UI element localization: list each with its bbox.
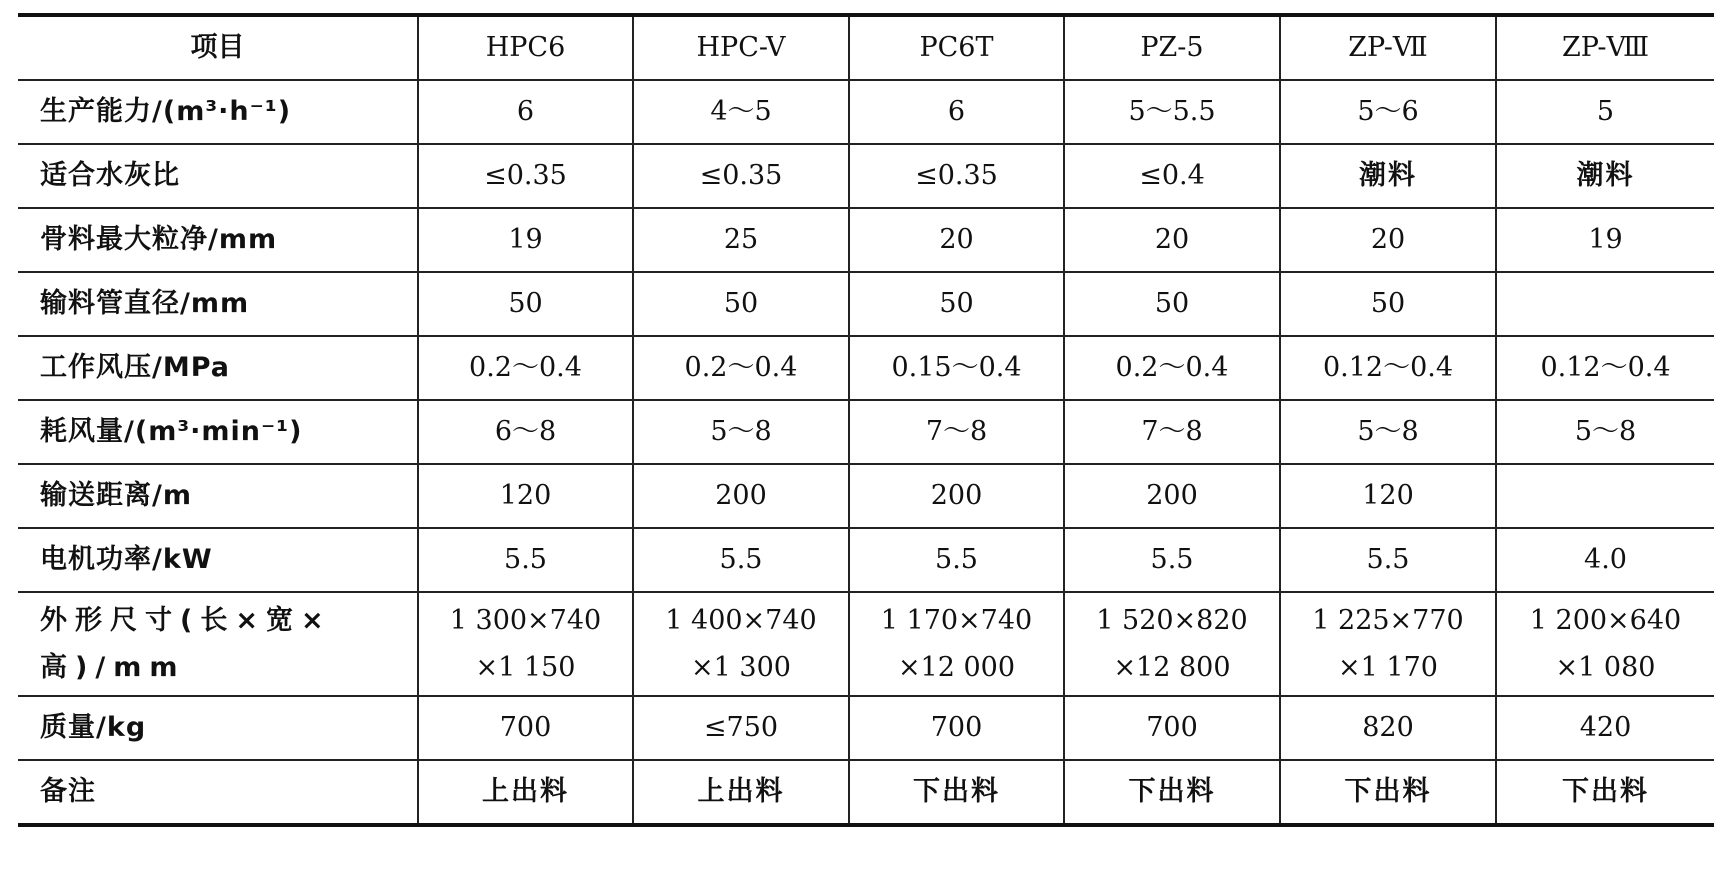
row-label: 工作风压/MPa [18,336,418,400]
row-label: 生产能力/(m³·h⁻¹) [18,80,418,144]
cell-line: ×12 000 [897,652,1016,683]
row-label-line: 外形尺寸(长×宽× [40,604,332,636]
header-model: ZP-Ⅶ [1280,15,1496,80]
cell-line: 1 300×740 [449,604,602,636]
spec-table [18,13,1714,827]
table-row [18,760,1714,825]
table-cell [849,592,1064,696]
table-cell: 5～5.5 [1064,80,1280,144]
row-label: 质量/kg [18,696,418,760]
table-cell: 4.0 [1496,528,1714,592]
table-cell: 200 [849,464,1064,528]
table-cell: 25 [633,208,849,272]
table-cell: 20 [1064,208,1280,272]
table-cell: 6 [849,80,1064,144]
row-label: 耗风量/(m³·min⁻¹) [18,400,418,464]
row-label: 备注 [18,760,418,825]
table-row [18,400,1714,464]
cell-line: ×12 800 [1113,652,1231,683]
table-cell: 5.5 [1280,528,1496,592]
table-row [18,592,1714,696]
row-label: 适合水灰比 [18,144,418,208]
table-cell: 潮料 [1280,144,1496,208]
row-label: 电机功率/kW [18,528,418,592]
table-cell: 20 [1280,208,1496,272]
table-cell: 5～8 [633,400,849,464]
table-row [18,696,1714,760]
table-cell: 700 [1064,696,1280,760]
header-model: HPC6 [418,15,633,80]
table-cell: 上出料 [633,760,849,825]
table-cell [1496,464,1714,528]
cell-line: 1 170×740 [880,604,1033,636]
table-cell: 700 [418,696,633,760]
table-cell: 下出料 [1280,760,1496,825]
table-cell: 50 [1280,272,1496,336]
table-cell: 7～8 [849,400,1064,464]
cell-line: ×1 300 [691,652,791,683]
row-label [18,592,418,696]
table-cell: ≤750 [633,696,849,760]
table-cell [633,592,849,696]
header-model: ZP-Ⅷ [1496,15,1714,80]
table-cell: 50 [849,272,1064,336]
table-cell: 潮料 [1496,144,1714,208]
table-cell: 下出料 [1064,760,1280,825]
table-cell [1496,272,1714,336]
table-row [18,336,1714,400]
table-cell: 820 [1280,696,1496,760]
table-cell [1496,592,1714,696]
table-cell: 50 [418,272,633,336]
table-cell: 0.2～0.4 [633,336,849,400]
table-cell: 6 [418,80,633,144]
cell-line: ×1 170 [1338,652,1438,683]
table-cell: 200 [633,464,849,528]
table-cell: ≤0.4 [1064,144,1280,208]
table-cell: ≤0.35 [633,144,849,208]
table-cell: 120 [418,464,633,528]
table-cell: 下出料 [849,760,1064,825]
header-model: HPC-V [633,15,849,80]
table-cell: 50 [1064,272,1280,336]
header-row [18,15,1714,80]
header-label: 项目 [18,15,418,80]
table-cell: 19 [418,208,633,272]
table-row [18,144,1714,208]
table-cell [1064,592,1280,696]
cell-line: 1 225×770 [1312,604,1464,636]
table-row [18,272,1714,336]
table-cell: 0.15～0.4 [849,336,1064,400]
table-cell: ≤0.35 [849,144,1064,208]
table-cell [418,592,633,696]
cell-line: 1 520×820 [1096,604,1248,636]
table-cell: 120 [1280,464,1496,528]
table-cell: 5～6 [1280,80,1496,144]
table-cell: 4～5 [633,80,849,144]
table-cell: 420 [1496,696,1714,760]
row-label: 输送距离/m [18,464,418,528]
table-cell: 5.5 [1064,528,1280,592]
table-cell: 5～8 [1496,400,1714,464]
table-cell: 5 [1496,80,1714,144]
table-cell: 5.5 [849,528,1064,592]
table-cell: 5.5 [633,528,849,592]
cell-line: ×1 080 [1555,652,1656,683]
row-label: 输料管直径/mm [18,272,418,336]
table-cell: 700 [849,696,1064,760]
table-row [18,80,1714,144]
table-cell: 19 [1496,208,1714,272]
table-cell: 20 [849,208,1064,272]
table-cell: 5～8 [1280,400,1496,464]
table-cell [1280,592,1496,696]
header-model: PC6T [849,15,1064,80]
row-label-line: 高)/mm [40,652,186,683]
table-cell: 200 [1064,464,1280,528]
table-cell: 0.2～0.4 [1064,336,1280,400]
table-cell: 下出料 [1496,760,1714,825]
table-cell: 0.2～0.4 [418,336,633,400]
table-cell: 上出料 [418,760,633,825]
table-cell: ≤0.35 [418,144,633,208]
row-label: 骨料最大粒净/mm [18,208,418,272]
cell-line: 1 200×640 [1529,604,1682,636]
table-cell: 50 [633,272,849,336]
table-row [18,464,1714,528]
table-cell: 5.5 [418,528,633,592]
table-cell: 0.12～0.4 [1496,336,1714,400]
cell-line: 1 400×740 [665,604,817,636]
table-row [18,208,1714,272]
table-cell: 7～8 [1064,400,1280,464]
cell-line: ×1 150 [475,652,576,683]
table-row [18,528,1714,592]
header-model: PZ-5 [1064,15,1280,80]
table-cell: 6～8 [418,400,633,464]
table-cell: 0.12～0.4 [1280,336,1496,400]
